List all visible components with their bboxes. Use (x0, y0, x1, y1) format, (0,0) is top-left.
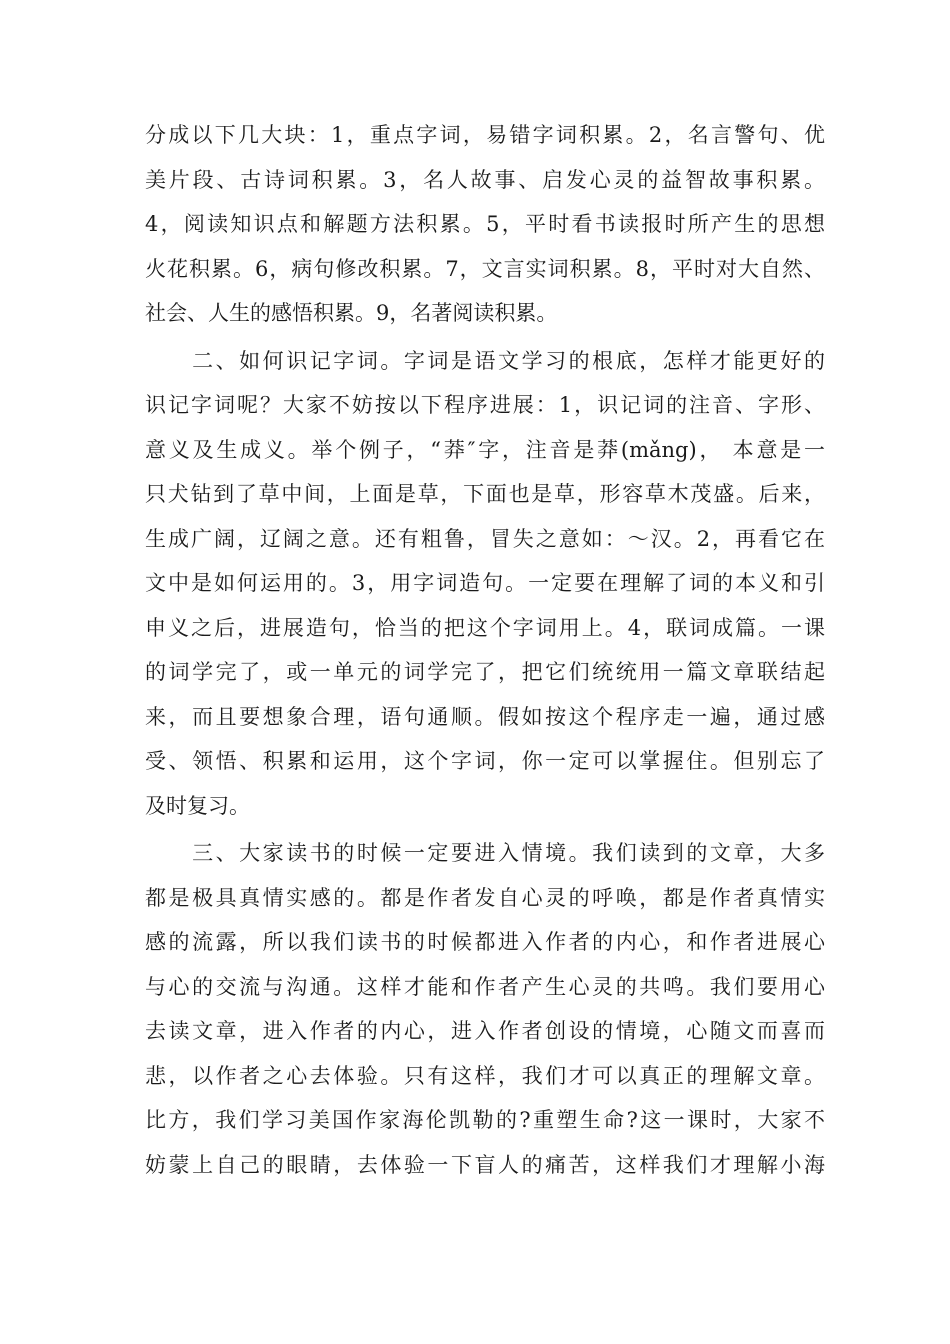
text-line: 识记字词呢？大家不妨按以下程序进展：1，识记词的注音、字形、 (145, 393, 825, 417)
text-line: 只犬钻到了草中间，上面是草，下面也是草，形容草木茂盛。后来， (145, 482, 825, 506)
text-line: 妨蒙上自己的眼睛，去体验一下盲人的痛苦，这样我们才理解小海 (145, 1152, 825, 1177)
text-line: 都是极具真情实感的。都是作者发自心灵的呼唤，都是作者真情实 (145, 885, 825, 910)
text-line: 感的流露，所以我们读书的时候都进入作者的内心，和作者进展心 (145, 930, 825, 954)
text-line: 的词学完了，或一单元的词学完了，把它们统统用一篇文章联结起 (145, 660, 825, 684)
paragraph-2 (145, 339, 825, 829)
text-line: 来，而且要想象合理，语句通顺。假如按这个程序走一遍，通过感 (145, 704, 825, 729)
text-line: 受、领悟、积累和运用，这个字词，你一定可以掌握住。但别忘了 (145, 749, 825, 773)
text-line: 申义之后，进展造句，恰当的把这个字词用上。4，联词成篇。一课 (145, 615, 825, 640)
text-line: 及时复习。 (145, 793, 250, 818)
text-line: 三、大家读书的时候一定要进入情境。我们读到的文章，大多 (145, 841, 825, 865)
text-line: 美片段、古诗词积累。3，名人故事、启发心灵的益智故事积累。 (145, 167, 825, 192)
text-line: 与心的交流与沟通。这样才能和作者产生心灵的共鸣。我们要用心 (145, 974, 825, 999)
text-line: 火花积累。6，病句修改积累。7，文言实词积累。8，平时对大自然、 (145, 256, 825, 281)
text-line: 生成广阔，辽阔之意。还有粗鲁，冒失之意如：～汉。2，再看它在 (145, 526, 825, 551)
text-line: 二、如何识记字词。字词是语文学习的根底，怎样才能更好的 (145, 348, 825, 373)
text-line: 4，阅读知识点和解题方法积累。5，平时看书读报时所产生的思想 (145, 212, 825, 236)
text-line: 悲，以作者之心去体验。只有这样，我们才可以真正的理解文章。 (145, 1063, 825, 1088)
text-line: 去读文章，进入作者的内心，进入作者创设的情境，心随文而喜而 (145, 1019, 825, 1043)
body-text (145, 113, 825, 1187)
paragraph-1 (145, 113, 825, 336)
text-line: 社会、人生的感悟积累。9，名著阅读积累。 (145, 301, 558, 325)
text-line: 文中是如何运用的。3，用字词造句。一定要在理解了词的本义和引 (145, 571, 825, 595)
text-line: 意义及生成义。举个例子，“莽″字，注音是莽(mǎng)， 本意是一 (145, 437, 825, 462)
text-line: 分成以下几大块：1，重点字词，易错字词积累。2，名言警句、优 (145, 123, 825, 147)
paragraph-3 (145, 831, 825, 1187)
text-line: 比方，我们学习美国作家海伦凯勒的?重塑生命?这一课时，大家不 (145, 1108, 825, 1132)
